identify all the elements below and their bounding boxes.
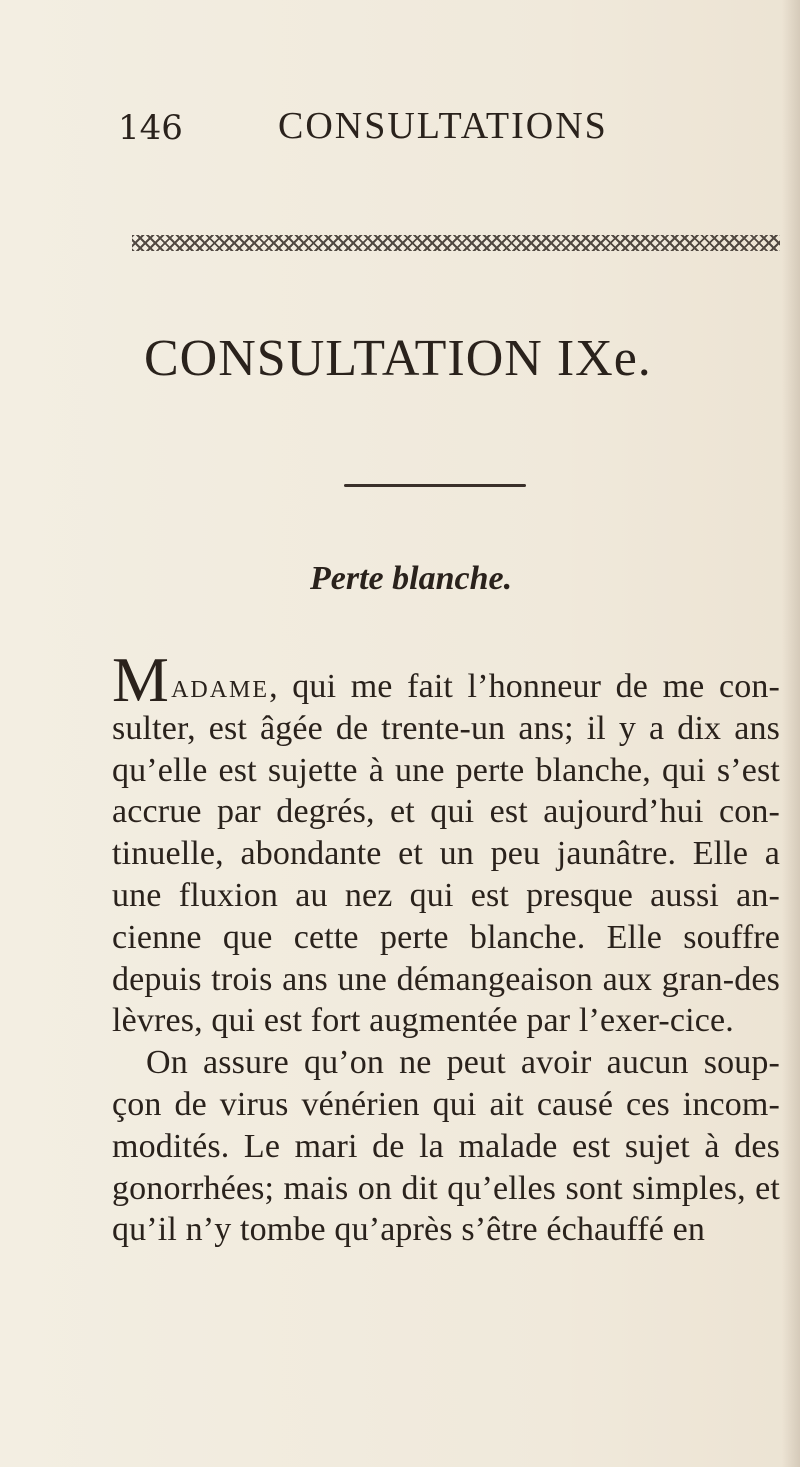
lead-word: adame (171, 668, 270, 705)
running-head: CONSULTATIONS (278, 105, 608, 147)
decorative-ornament (132, 235, 780, 251)
page-edge-shadow (782, 0, 800, 1467)
consultation-title: CONSULTATION IXe. (144, 330, 652, 387)
paragraph-1-text: , qui me fait l’honneur de me con-sulter, est âgée de trente-un ans; il y a dix ans qu’elle est sujette à une perte blanche, qui s’est accrue par degrés, et qui est aujourd’hui con-tinuelle, abondante et un peu jaunâtre. Elle a une fluxion au nez qui est presque aussi an-cienne que cette perte blanche. Elle souffre depuis trois ans une démangeaison aux gran-des lèvres, qui est fort augmentée par l’exer-cice. (112, 668, 780, 1040)
drop-cap: M (112, 644, 170, 715)
paragraph-2 (112, 1042, 780, 1251)
page-header (118, 92, 678, 146)
body-text (112, 644, 780, 1251)
paragraph-1 (112, 644, 780, 1042)
paragraph-2-text: On assure qu’on ne peut avoir aucun soup-çon de virus vénérien qui ait causé ces incom-modités. Le mari de la malade est sujet à des gonorrhées; mais on dit qu’elles sont simples, et qu’il n’y tombe qu’après s’être échauffé en (112, 1044, 780, 1249)
page-number: 146 (118, 108, 183, 148)
section-subtitle: Perte blanche. (310, 560, 513, 597)
title-rule (344, 484, 526, 487)
